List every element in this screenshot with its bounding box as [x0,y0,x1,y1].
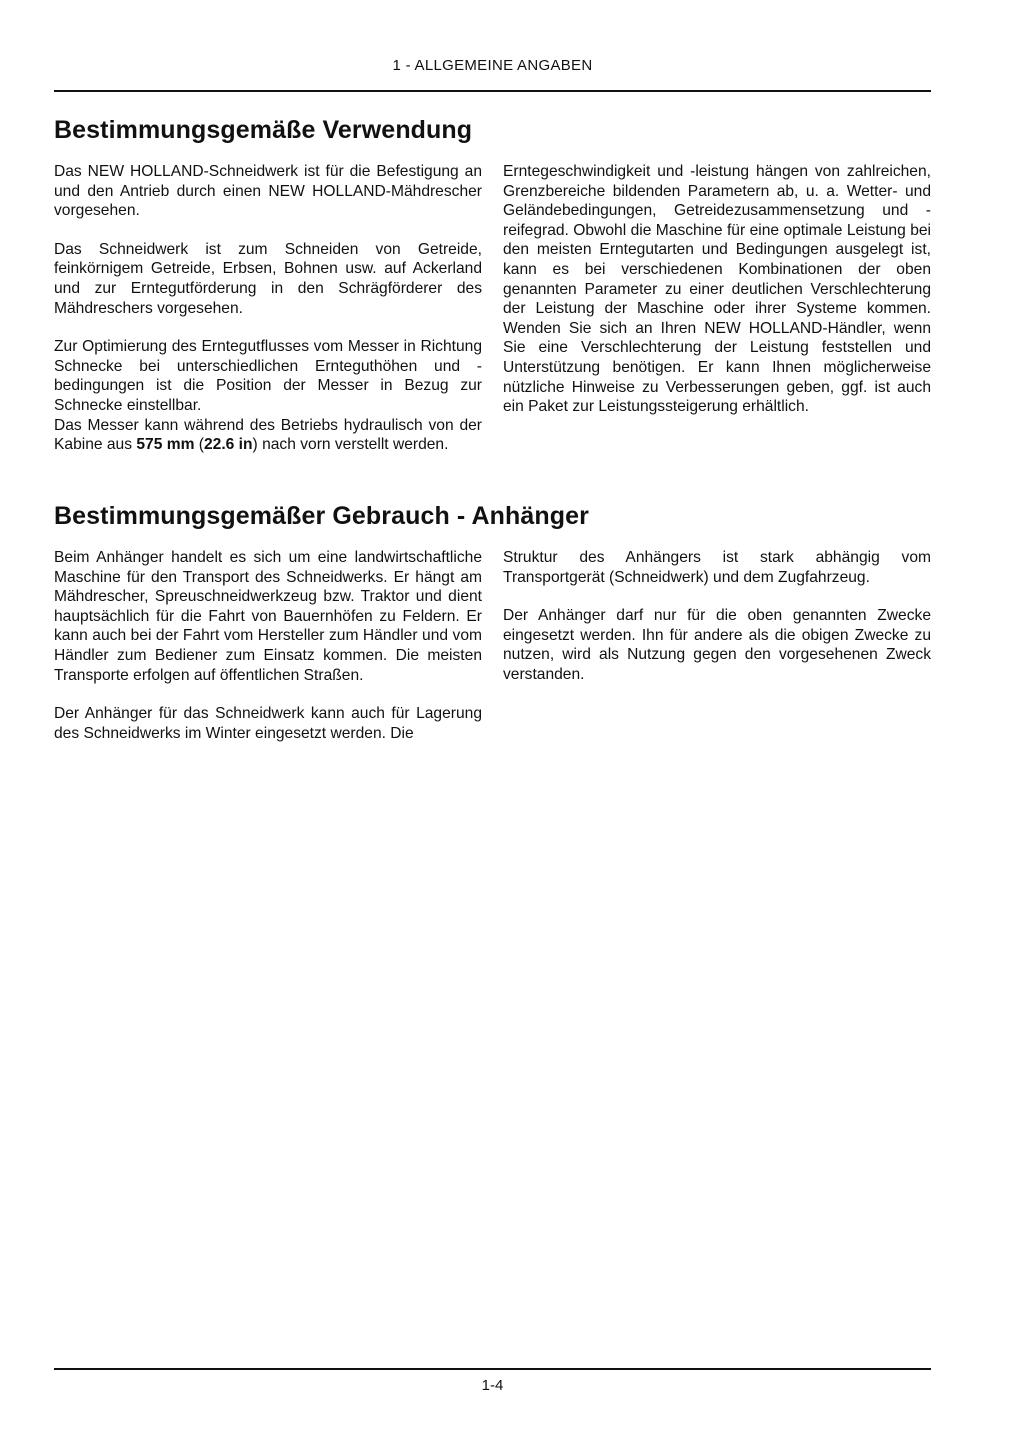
measurement-in: 22.6 in [204,436,253,454]
paragraph: Struktur des Anhängers ist stark abhängig vom Transportgerät (Schneidwerk) und dem Zugfahrzeug. [503,549,931,586]
section-title-verwendung: Bestimmungsgemäße Verwendung [54,116,473,144]
text-run: Das Messer kann während des Betriebs hydraulisch von der Kabine aus [54,416,482,454]
text-run: ) nach vorn verstellt werden. [252,436,449,454]
text-run: ( [194,436,204,454]
footer-rule [54,1368,931,1370]
paragraph-with-measurement [54,416,482,455]
section1-right-column [503,162,931,436]
paragraph: Erntegeschwindigkeit und -leistung hängen von zahlreichen, Grenzbereiche bildenden Parametern ab, u. a. Wetter- und Geländebedingungen, Getreidezusammensetzung und -reifegrad. Obwohl die Maschine für eine optimale Leistung bei den meisten Erntegutarten und Bedingungen ausgelegt ist, kann es bei verschiedenen Kombinationen der oben genannten Parameter zu einer deutlichen Verschlechterung der Leistung der Maschine oder ihrer Systeme kommen. Wenden Sie sich an Ihren NEW HOLLAND-Händler, wenn Sie eine Verschlechterung der Leistung feststellen und Unterstützung benötigen. Er kann Ihnen möglicherweise nützliche Hinweise zu Verbesserungen geben, ggf. ist auch ein Paket zur Leistungssteigerung erhältlich. [503,163,931,416]
paragraph: Das Schneidwerk ist zum Schneiden von Getreide, feinkörnigem Getreide, Erbsen, Bohnen usw. auf Ackerland und zur Erntegutförderung in den Schrägförderer des Mähdreschers vorgesehen. [54,240,482,317]
paragraph: Der Anhänger für das Schneidwerk kann auch für Lagerung des Schneidwerks im Winter eingesetzt werden. Die [54,705,482,742]
section2-right-column [503,548,931,704]
section1-left-column [54,162,482,474]
paragraph: Beim Anhänger handelt es sich um eine landwirtschaftliche Maschine für den Transport des Schneidwerks. Er hängt am Mähdrescher, Spreuschneidwerkzeug bzw. Traktor und dient hauptsächlich für die Fahrt von Bauernhöfen zu Feldern. Er kann auch bei der Fahrt vom Hersteller zum Händler und vom Händler zum Bediener zum Einsatz kommen. Die meisten Transporte erfolgen auf öffentlichen Straßen. [54,549,482,684]
paragraph: Zur Optimierung des Erntegutflusses vom Messer in Richtung Schnecke bei unterschiedlichen Ernteguthöhen und -bedingungen ist die Position der Messer in Bezug zur Schnecke einstellbar. [54,338,482,414]
running-header: 1 - ALLGEMEINE ANGABEN [392,57,593,74]
section2-left-column [54,548,482,762]
header-rule [54,90,931,92]
paragraph: Das NEW HOLLAND-Schneidwerk ist für die Befestigung an und den Antrieb durch einen NEW HOLLAND-Mähdrescher vorgesehen. [54,163,482,220]
paragraph: Der Anhänger darf nur für die oben genannten Zwecke eingesetzt werden. Ihn für andere als die obigen Zwecke zu nutzen, wird als Nutzung gegen den vorgesehenen Zweck verstanden. [503,607,931,683]
section-title-anhaenger: Bestimmungsgemäßer Gebrauch - Anhänger [54,502,589,530]
measurement-mm: 575 mm [136,436,195,454]
page-number: 1-4 [481,1377,504,1394]
